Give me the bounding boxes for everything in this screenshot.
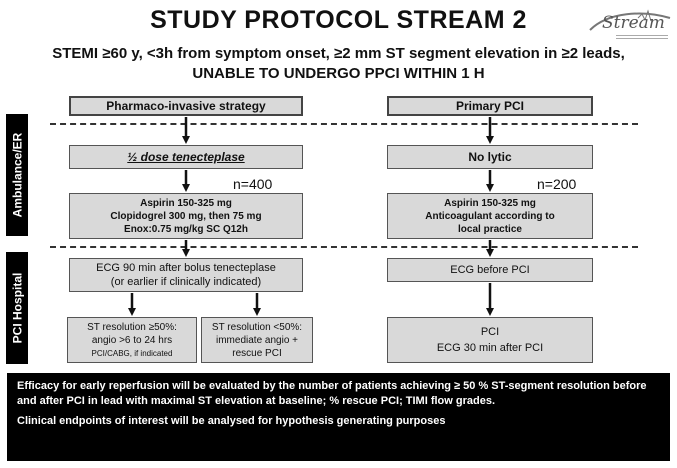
- st-poor-line: ST resolution <50%:: [211, 321, 303, 333]
- pci-ecg-label: ECG 30 min after PCI: [436, 342, 544, 354]
- st-good-line: PCI/CABG, if indicated: [91, 348, 173, 358]
- drug-line: local practice: [458, 223, 522, 235]
- logo-text: Stream: [602, 13, 665, 33]
- st-good-line: angio >6 to 24 hrs: [91, 334, 173, 346]
- no-lytic-box: No lytic: [387, 145, 593, 169]
- left-arm-sample-size: n=400: [233, 176, 273, 192]
- efficacy-endpoint-text: Efficacy for early reperfusion will be evaluated by the number of patients achieving ≥ 50 % ST-segment resolution before and after PCI in lead with maximal ST elevation at baseline; % rescue PCI; TIMI flow grades.: [17, 380, 647, 407]
- drug-line: Aspirin 150-325 mg: [444, 197, 536, 209]
- drug-line: Aspirin 150-325 mg: [140, 197, 232, 209]
- st-good-line: ST resolution ≥50%:: [87, 321, 177, 333]
- right-arm-sample-size: n=200: [537, 176, 577, 192]
- primary-pci-header: Primary PCI: [387, 96, 593, 116]
- st-poor-line: immediate angio +: [216, 334, 298, 346]
- ecg-line: ECG 90 min after bolus tenecteplase: [96, 262, 276, 274]
- ecg-before-pci-box: ECG before PCI: [387, 258, 593, 282]
- half-dose-tenecteplase-box: ½ dose tenecteplase: [69, 145, 303, 169]
- pci-label: PCI: [480, 326, 500, 338]
- ecg-line: (or earlier if clinically indicated): [110, 276, 262, 288]
- clinical-endpoint-text: Clinical endpoints of interest will be analysed for hypothesis generating purposes: [17, 415, 446, 427]
- drug-line: Enox:0.75 mg/kg SC Q12h: [124, 223, 248, 235]
- side-label-hospital: PCI Hospital: [6, 252, 28, 364]
- pharmaco-invasive-header: Pharmaco-invasive strategy: [69, 96, 303, 116]
- side-label-ambulance: Ambulance/ER: [6, 114, 28, 236]
- drug-line: Anticoagulant according to: [425, 210, 555, 222]
- endpoints-footer: [7, 373, 670, 461]
- page-title: STUDY PROTOCOL STREAM 2: [150, 6, 527, 34]
- st-poor-line: rescue PCI: [232, 347, 282, 359]
- criteria-line-2: UNABLE TO UNDERGO PPCI WITHIN 1 H: [192, 65, 485, 82]
- drug-line: Clopidogrel 300 mg, then 75 mg: [110, 210, 262, 222]
- criteria-line-1: STEMI ≥60 y, <3h from symptom onset, ≥2 mm ST segment elevation in ≥2 leads,: [52, 45, 625, 62]
